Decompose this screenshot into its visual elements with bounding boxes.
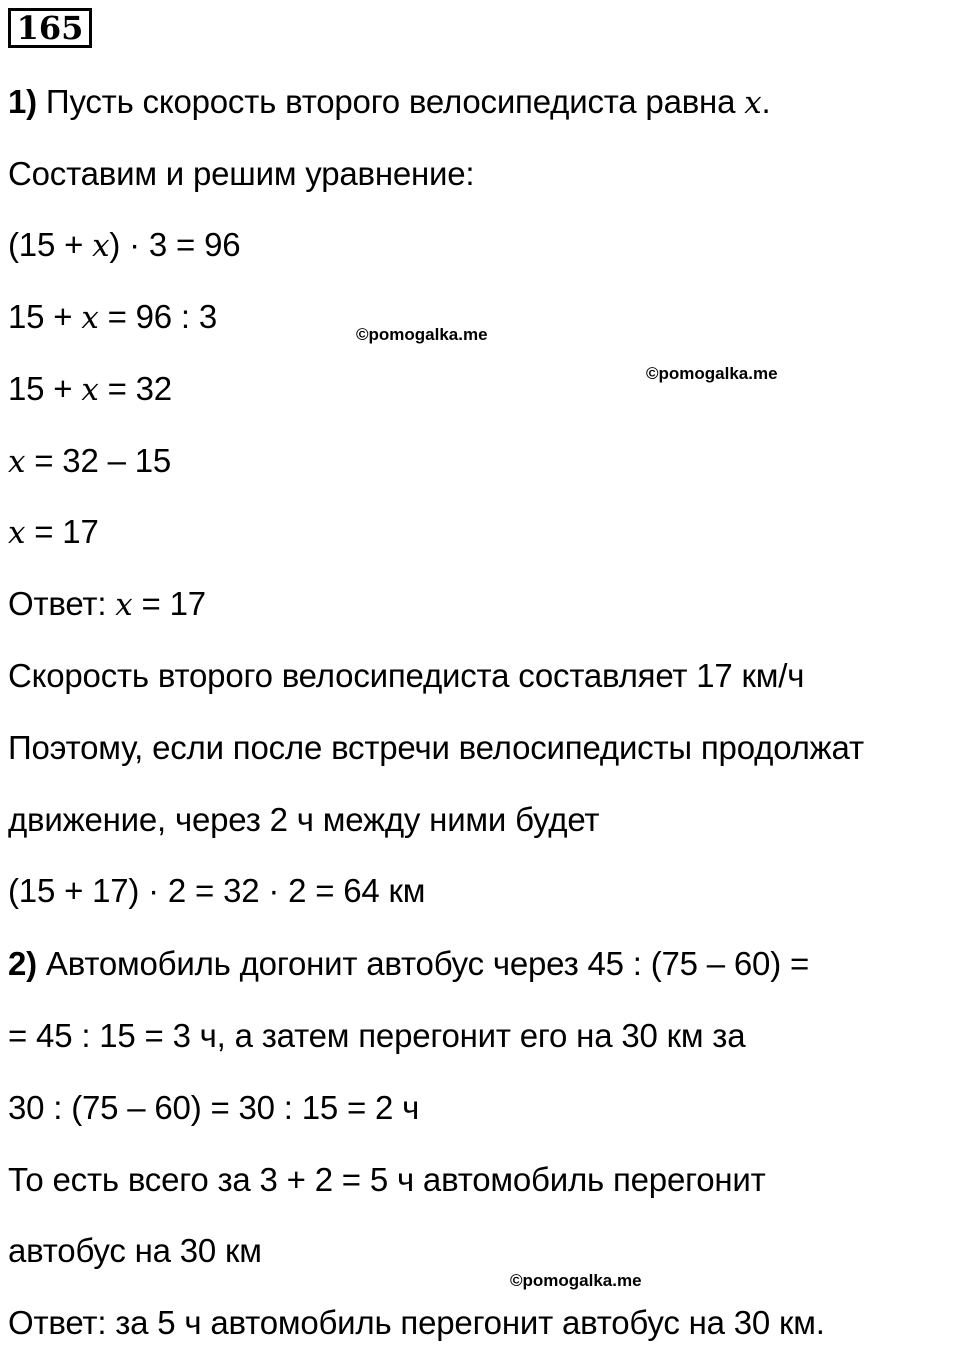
equation-3-part-b: = 32 bbox=[98, 370, 172, 407]
part1-intro-text: Пусть скорость второго велосипедиста равна bbox=[45, 83, 736, 120]
equation-2-part-a: 15 + bbox=[8, 298, 82, 335]
part2-line-1-text: Автомобиль догонит автобус через 45 : (75 – 60) = bbox=[45, 945, 810, 982]
make-equation-line: Составим и решим уравнение: bbox=[8, 155, 475, 192]
part2-line-3: 30 : (75 – 60) = 30 : 15 = 2 ч bbox=[8, 1089, 420, 1126]
equation-5 bbox=[8, 512, 99, 553]
equation-3 bbox=[8, 369, 172, 410]
part1-intro-line bbox=[8, 82, 770, 123]
equation-4 bbox=[8, 441, 171, 482]
movement-statement: движение, через 2 ч между ними будет bbox=[8, 801, 600, 838]
part2-label: 2) bbox=[8, 945, 37, 982]
part2-line-4: То есть всего за 3 + 2 = 5 ч автомобиль перегонит bbox=[8, 1161, 766, 1198]
equation-2 bbox=[8, 297, 217, 338]
equation-2-part-b: = 96 : 3 bbox=[98, 298, 217, 335]
watermark: ©pomogalka.me bbox=[356, 325, 488, 344]
part1-intro-end: . bbox=[761, 83, 771, 120]
variable-x: x bbox=[744, 85, 762, 121]
part2-line-1 bbox=[8, 944, 809, 984]
equation-5-part-b: = 17 bbox=[25, 513, 99, 550]
answer-label: Ответ: bbox=[8, 585, 116, 622]
part1-label: 1) bbox=[8, 83, 37, 120]
equation-1 bbox=[8, 225, 240, 266]
answer-value: = 17 bbox=[132, 585, 206, 622]
therefore-statement: Поэтому, если после встречи велосипедисты продолжат bbox=[8, 729, 864, 766]
speed-statement: Скорость второго велосипедиста составляет 17 км/ч bbox=[8, 657, 805, 694]
watermark: ©pomogalka.me bbox=[646, 364, 778, 383]
problem-number: 165 bbox=[8, 8, 92, 48]
part2-line-5: автобус на 30 км bbox=[8, 1232, 262, 1269]
equation-3-part-a: 15 + bbox=[8, 370, 82, 407]
variable-x: x bbox=[81, 300, 99, 336]
variable-x: x bbox=[92, 228, 110, 264]
variable-x: x bbox=[115, 587, 133, 623]
part2-answer: Ответ: за 5 ч автомобиль перегонит автобус на 30 км. bbox=[8, 1304, 825, 1341]
variable-x: x bbox=[8, 444, 26, 480]
watermark: ©pomogalka.me bbox=[510, 1271, 642, 1290]
part1-answer bbox=[8, 584, 206, 625]
variable-x: x bbox=[81, 372, 99, 408]
equation-1-part-a: (15 + bbox=[8, 226, 93, 263]
variable-x: x bbox=[8, 515, 26, 551]
part2-line-2: = 45 : 15 = 3 ч, а затем перегонит его на 30 км за bbox=[8, 1017, 746, 1054]
equation-1-part-b: ) · 3 = 96 bbox=[109, 226, 241, 263]
equation-4-part-b: = 32 – 15 bbox=[25, 442, 172, 479]
distance-calculation: (15 + 17) · 2 = 32 · 2 = 64 км bbox=[8, 872, 426, 909]
